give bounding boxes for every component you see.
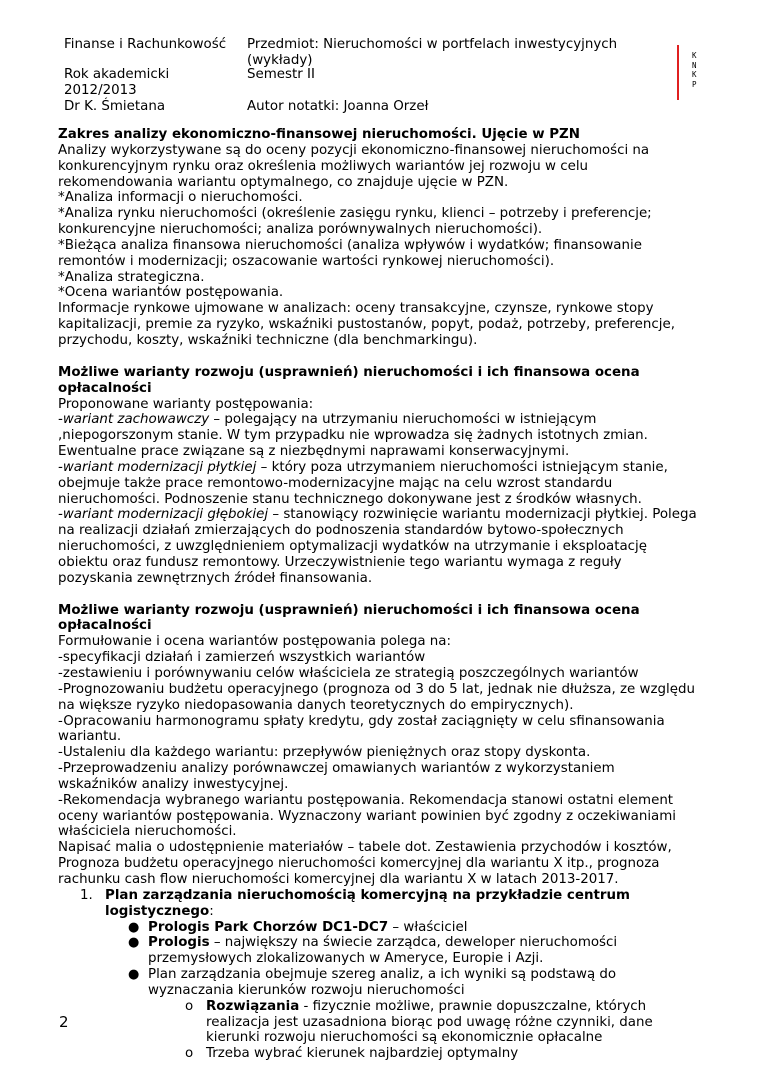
bullet-icon: ●	[128, 919, 140, 935]
header-semester: Semestr II	[247, 67, 315, 82]
list-line: -zestawieniu i porównywaniu celów właściciela ze strategią poszczególnych wariantów	[58, 666, 639, 681]
red-divider-line	[677, 45, 679, 100]
paragraph: Informacje rynkowe ujmowane w analizach: oceny transakcyjne, czynsze, rynkowe stopy kapitalizacji, premie za ryzyko, wskaźniki pustostanów, popyt, podaż, potrzeby, preferencje, przychodu, koszty, wskaźniki techniczne (dla benchmarkingu).	[58, 301, 675, 348]
list-line: -Prognozowaniu budżetu operacyjnego (prognoza od 3 do 5 lat, jednak nie dłuższa, ze względu na większe ryzyko niedopasowania danych teoretycznych do empirycznych).	[58, 681, 695, 713]
variant-text: – który poza utrzymaniem nieruchomości istniejącym stanie, obejmuje także prace remontowo-modernizacyjne mając na celu wzrost standardu nieruchomości. Podnoszenie stanu technicznego dokonywane jest z środków własnych.	[58, 459, 668, 507]
analysis-item: *Analiza rynku nieruchomości (określenie zasięgu rynku, klienci – potrzeby i preferencje; konkurencyjne nieruchomości; analiza porównywalnych nieruchomości).	[58, 206, 652, 238]
variant-name: -wariant zachowawczy	[58, 412, 210, 428]
bullet-item	[58, 967, 698, 999]
variant-item	[58, 412, 698, 460]
section-title: Możliwe warianty rozwoju (usprawnień) nieruchomości i ich finansowa ocena opłacalności	[58, 364, 640, 396]
sub-bullet-item	[58, 1046, 698, 1062]
paragraph: Proponowane warianty postępowania:	[58, 396, 314, 412]
paragraph: Napisać malia o udostępnienie materiałów – tabele dot. Zestawienia przychodów i kosztów, Prognoza budżetu operacyjnego nieruchomości komercyjnej dla wariantu X itp., prognoza rachunku cash flow nieruchomości komercyjnej dla wariantu X w latach 2013-2017.	[58, 840, 672, 887]
header-author: Autor notatki: Joanna Orzeł	[247, 99, 429, 114]
analysis-item: *Ocena wariantów postępowania.	[58, 285, 284, 301]
header-department: Finanse i Rachunkowość	[64, 37, 227, 52]
circle-bullet-icon: o	[185, 998, 194, 1014]
header-academic-year: Rok akademicki 2012/2013	[64, 67, 170, 98]
page-number: 2	[59, 1013, 69, 1031]
circle-bullet-icon: o	[185, 1046, 194, 1062]
bullet-text: Plan zarządzania obejmuje szereg analiz, a ich wyniki są podstawą do wyznaczania kierunków rozwoju nieruchomości	[148, 967, 617, 998]
section-title: Możliwe warianty rozwoju (usprawnień) nieruchomości i ich finansowa ocena opłacalności	[58, 602, 640, 634]
list-number: 1.	[80, 887, 93, 903]
paragraph: Analizy wykorzystywane są do oceny pozycji ekonomiczno-finansowej nieruchomości na konkurencyjnym rynku oraz określenia możliwych wariantów jej rozwoju w celu rekomendowania wariantu optymalnego, co znajduje ujęcie w PZN.	[58, 142, 650, 190]
bullet-bold: Prologis	[148, 935, 210, 951]
sub-bullet-text: Trzeba wybrać kierunek najbardziej optymalny	[206, 1046, 519, 1062]
list-line: -Rekomendacja wybranego wariantu postępowania. Rekomendacja stanowi ostatni element oceny wariantów postępowania. Wyznaczony wariant powinien być zgodny z oczekiwaniami właściciela nieruchomości.	[58, 792, 677, 840]
bullet-icon: ●	[128, 967, 140, 983]
numbered-item-title: Plan zarządzania nieruchomością komercyjną na przykładzie centrum logistycznego	[105, 887, 630, 919]
variant-name: -wariant modernizacji głębokiej	[58, 507, 269, 523]
sub-bullet-item	[58, 999, 698, 1047]
sub-bullet-text: - fizycznie możliwe, prawnie dopuszczalne, których realizacja jest uzasadniona biorąc pod uwagę różne czynniki, dane kierunki rozwoju nieruchomości są ekonomicznie opłacalne	[206, 998, 653, 1046]
bullet-icon: ●	[128, 935, 140, 951]
variant-item	[58, 507, 698, 586]
paragraph: Formułowanie i ocena wariantów postępowania polega na:	[58, 634, 452, 650]
analysis-item: *Analiza strategiczna.	[58, 269, 205, 285]
section-title: Zakres analizy ekonomiczno-finansowej nieruchomości. Ujęcie w PZN	[58, 127, 580, 142]
bullet-text: – właściciel	[388, 919, 468, 935]
bullet-item	[58, 935, 698, 967]
sub-bullet-bold: Rozwiązania	[206, 998, 300, 1014]
bullet-bold: Prologis Park Chorzów DC1-DC7	[148, 919, 389, 935]
variant-text: – stanowiący rozwinięcie wariantu modernizacji płytkiej. Polega na realizacji działań zmierzających do podnoszenia standardów bytowo-społecznych nieruchomości, z uwzględnieniem optymalizacji wydatków na utrzymanie i eksploatację obiektu oraz fundusz remontowy. Urzeczywistnienie tego wariantu wymaga z reguły pozyskania zewnętrznych źródeł finansowania.	[58, 507, 697, 586]
analysis-item: *Bieżąca analiza finansowa nieruchomości (analiza wpływów i wydatków; finansowanie remontów i modernizacji; oszacowanie wartości rynkowej nieruchomości).	[58, 237, 642, 269]
bullet-item	[58, 920, 698, 936]
list-line: -specyfikacji działań i zamierzeń wszystkich wariantów	[58, 650, 426, 666]
variant-item	[58, 460, 698, 508]
document-body	[58, 127, 698, 1062]
analysis-item: *Analiza informacji o nieruchomości.	[58, 190, 303, 206]
numbered-item	[58, 888, 698, 920]
knkp-logo-mark	[677, 45, 701, 100]
header-lecturer: Dr K. Śmietana	[64, 99, 166, 114]
list-line: -Przeprowadzeniu analizy porównawczej omawianych wariantów z wykorzystaniem wskaźników analizy inwestycyjnej.	[58, 761, 615, 792]
list-line: -Opracowaniu harmonogramu spłaty kredytu, gdy został zaciągnięty w celu sfinansowania wariantu.	[58, 713, 665, 745]
list-line: -Ustaleniu dla każdego wariantu: przepływów pieniężnych oraz stopy dyskonta.	[58, 745, 591, 761]
variant-text: – polegający na utrzymaniu nieruchomości w istniejącym ,niepogorszonym stanie. W tym przypadku nie wprowadza się żadnych istotnych zmian. Ewentualne prace związane są z niezbędnymi naprawami konserwacyjnymi.	[58, 412, 648, 460]
variant-name: -wariant modernizacji płytkiej	[58, 459, 257, 475]
bullet-text: – największy na świecie zarządca, deweloper nieruchomości przemysłowych zlokalizowanych w Ameryce, Europie i Azji.	[148, 935, 618, 967]
knkp-letters: K N K P	[692, 51, 697, 89]
header-subject: Przedmiot: Nieruchomości w portfelach inwestycyjnych (wykłady)	[247, 37, 618, 68]
colon: :	[209, 903, 214, 919]
